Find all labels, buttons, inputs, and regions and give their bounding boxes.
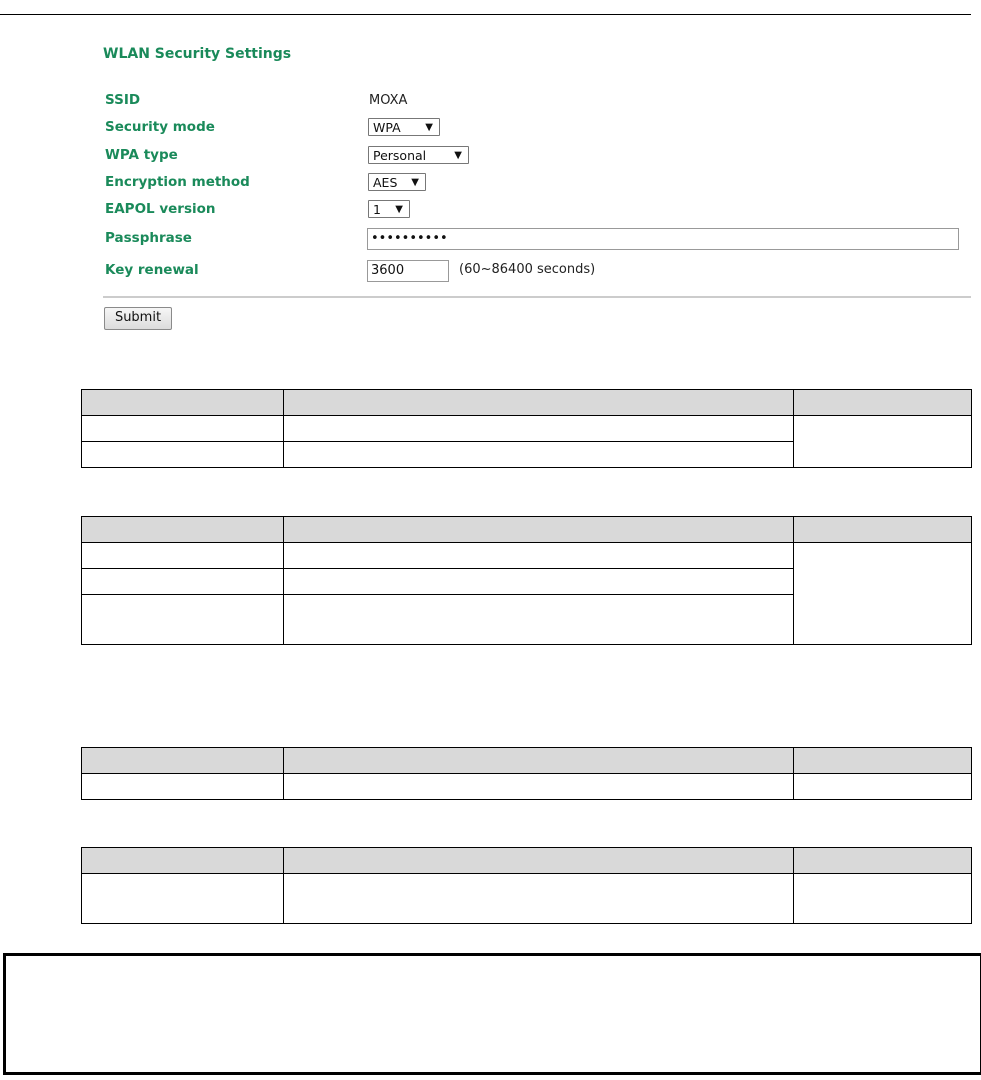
table-header-cell	[284, 517, 794, 543]
table-header-row	[82, 517, 972, 543]
table-cell	[794, 774, 972, 800]
chevron-down-icon: ▼	[411, 177, 419, 188]
key-renewal-label: Key renewal	[105, 262, 199, 278]
table-cell	[284, 874, 794, 924]
table-row	[82, 874, 972, 924]
table-cell	[284, 543, 794, 569]
table-header-row	[82, 390, 972, 416]
table-cell	[284, 442, 794, 468]
table-header-cell	[794, 848, 972, 874]
table-header-cell	[794, 517, 972, 543]
wpa-type-selected-value: Personal	[373, 148, 427, 163]
security-mode-label: Security mode	[105, 119, 215, 135]
table-cell	[794, 543, 972, 645]
table-cell	[794, 416, 972, 468]
eapol-version-label: EAPOL version	[105, 201, 216, 217]
table-cell	[82, 543, 284, 569]
table-header-cell	[82, 848, 284, 874]
table-cell	[82, 442, 284, 468]
table-header-cell	[284, 848, 794, 874]
table-header-cell	[82, 748, 284, 774]
table-header-row	[82, 848, 972, 874]
page-title: WLAN Security Settings	[103, 46, 292, 62]
form-divider	[103, 296, 971, 298]
table-cell	[284, 595, 794, 645]
ssid-label: SSID	[105, 92, 141, 108]
table-header-cell	[284, 748, 794, 774]
table-cell	[284, 569, 794, 595]
table-header-cell	[284, 390, 794, 416]
table-cell	[82, 774, 284, 800]
table-header-cell	[82, 390, 284, 416]
wpa-type-select[interactable]	[368, 146, 469, 164]
key-renewal-input[interactable]: 3600	[367, 260, 449, 282]
security-mode-selected-value: WPA	[373, 120, 401, 135]
encryption-method-selected-value: AES	[373, 175, 398, 190]
wpa-type-label: WPA type	[105, 147, 178, 163]
passphrase-input[interactable]: ••••••••••	[367, 228, 959, 250]
settings-table-2	[81, 516, 972, 645]
chevron-down-icon: ▼	[454, 150, 462, 161]
table-row	[82, 416, 972, 442]
table-header-cell	[794, 748, 972, 774]
table-cell	[82, 569, 284, 595]
chevron-down-icon: ▼	[395, 204, 403, 215]
encryption-method-select[interactable]	[368, 173, 426, 191]
table-header-row	[82, 748, 972, 774]
table-cell	[82, 416, 284, 442]
table-cell	[82, 874, 284, 924]
settings-table-1	[81, 389, 972, 468]
table-row	[82, 774, 972, 800]
submit-button[interactable]: Submit	[104, 307, 172, 330]
table-cell	[82, 595, 284, 645]
table-cell	[284, 416, 794, 442]
eapol-version-selected-value: 1	[373, 202, 381, 217]
table-header-cell	[794, 390, 972, 416]
ssid-value: MOXA	[369, 93, 408, 108]
key-renewal-hint: (60~86400 seconds)	[459, 262, 596, 277]
note-box	[3, 953, 981, 1075]
table-cell	[794, 874, 972, 924]
passphrase-label: Passphrase	[105, 230, 192, 246]
table-cell	[284, 774, 794, 800]
settings-table-4	[81, 847, 972, 924]
chevron-down-icon: ▼	[425, 122, 433, 133]
settings-table-3	[81, 747, 972, 800]
eapol-version-select[interactable]	[368, 200, 410, 218]
table-row	[82, 543, 972, 569]
top-divider	[0, 14, 971, 15]
table-header-cell	[82, 517, 284, 543]
encryption-method-label: Encryption method	[105, 174, 250, 190]
security-mode-select[interactable]	[368, 118, 440, 136]
